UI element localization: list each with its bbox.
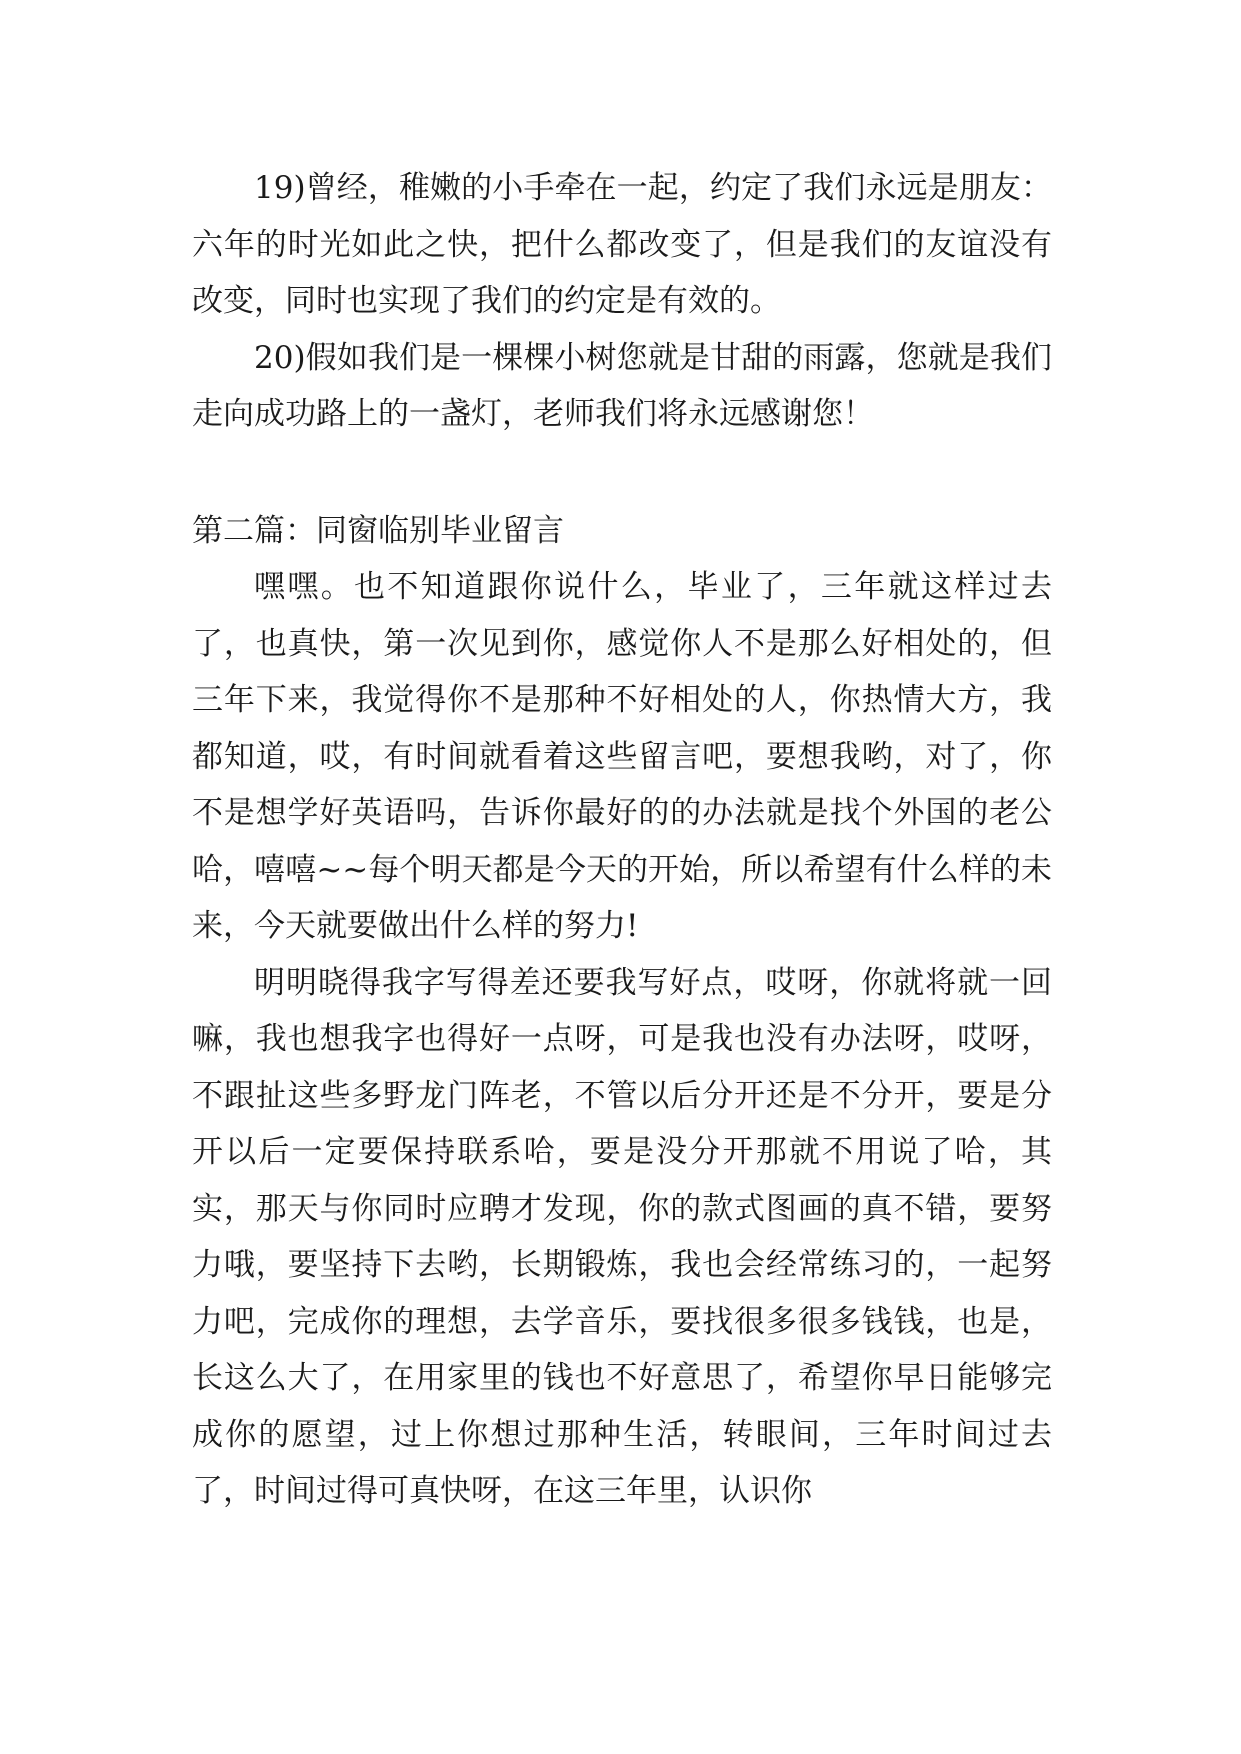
paragraph-message-1: 嘿嘿。也不知道跟你说什么，毕业了，三年就这样过去了，也真快，第一次见到你，感觉你人不是那么好相处的，但三年下来，我觉得你不是那种不好相处的人，你热情大方，我都知道，哎，有时间就看着这些留言吧，要想我哟，对了，你不是想学好英语吗，告诉你最好的的办法就是找个外国的老公哈，嘻嘻~~每个明天都是今天的开始，所以希望有什么样的未来，今天就要做出什么样的努力! (192, 569, 1052, 944)
paragraph-20: 20)假如我们是一棵棵小树您就是甘甜的雨露，您就是我们走向成功路上的一盏灯，老师我们将永远感谢您！ (192, 339, 1052, 432)
section-title: 第二篇：同窗临别毕业留言 (192, 512, 564, 549)
paragraph-message-2: 明明晓得我字写得差还要我写好点，哎呀，你就将就一回嘛，我也想我字也得好一点呀，可是我也没有办法呀，哎呀，不跟扯这些多野龙门阵老，不管以后分开还是不分开，要是分开以后一定要保持联系哈，要是没分开那就不用说了哈，其实，那天与你同时应聘才发现，你的款式图画的真不错，要努力哦，要坚持下去哟，长期锻炼，我也会经常练习的，一起努力吧，完成你的理想，去学音乐，要找很多很多钱钱，也是，长这么大了，在用家里的钱也不好意思了，希望你早日能够完成你的愿望，过上你想过那种生活，转眼间，三年时间过去了，时间过得可真快呀，在这三年里，认识你 (192, 964, 1052, 1509)
paragraph-19: 19)曾经，稚嫩的小手牵在一起，约定了我们永远是朋友：六年的时光如此之快，把什么都改变了，但是我们的友谊没有改变，同时也实现了我们的约定是有效的。 (192, 170, 1052, 319)
document-body (192, 160, 1052, 1520)
